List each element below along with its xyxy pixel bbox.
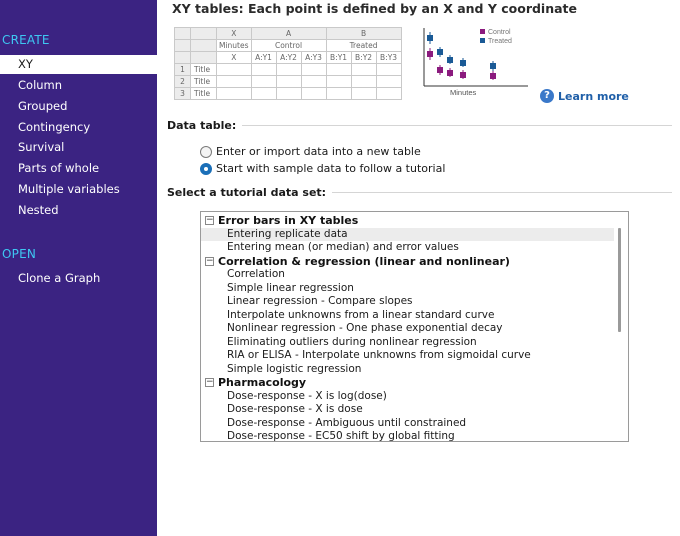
corner-cell [175,52,191,64]
tutorial-heading [167,186,672,199]
radio-new-table[interactable] [200,145,421,158]
column-letter: B [326,28,401,40]
corner-cell [191,40,217,52]
learn-more-link[interactable] [540,89,629,103]
radio-sample-data[interactable] [200,162,445,175]
table-preview [174,27,402,100]
row-number: 3 [175,88,191,100]
corner-cell [191,52,217,64]
list-item[interactable]: Entering replicate data [201,228,614,242]
learn-more-label: Learn more [558,89,629,103]
sub-header: X [217,52,252,64]
sidebar-item-contingency[interactable]: Contingency [18,120,91,134]
sidebar-item-grouped[interactable]: Grouped [18,99,68,113]
divider [332,192,672,193]
sidebar-item-nested[interactable]: Nested [18,203,59,217]
data-point [448,58,453,63]
page-title: XY tables: Each point is defined by an X and Y coordinate [172,1,578,16]
data-point [491,74,496,79]
sub-header: A:Y1 [251,52,276,64]
data-point [428,36,433,41]
group-name: Control [251,40,326,52]
collapse-icon[interactable]: − [206,215,214,226]
list-item[interactable]: Eliminating outliers during nonlinear regression [227,335,477,348]
list-item[interactable]: Nonlinear regression - One phase exponential decay [227,322,503,334]
group-name: Minutes [217,40,252,52]
group-name: Treated [326,40,401,52]
list-item[interactable]: Dose-response - Ambiguous until constrained [227,416,467,429]
group-label: Error bars in XY tables [218,214,359,228]
data-point [461,61,466,66]
data-point [438,68,443,73]
list-item[interactable]: Interpolate unknowns from a linear standard curve [227,308,495,321]
column-letter: X [217,28,252,40]
group-label: Correlation & regression (linear and nonlinear) [218,254,510,268]
corner-cell [175,28,191,40]
row-title: Title [191,76,217,88]
data-point [491,64,496,69]
divider [242,125,672,126]
tree-group-pharmacology[interactable] [205,376,306,390]
corner-cell [175,40,191,52]
list-item[interactable]: RIA or ELISA - Interpolate unknowns from sigmoidal curve [227,349,531,361]
radio-label: Enter or import data into a new table [216,145,421,158]
list-item[interactable]: Dose-response - X is log(dose) [227,389,387,402]
sidebar [0,0,157,536]
series-treated [428,32,496,71]
tutorial-list[interactable] [200,211,629,442]
radio-label: Start with sample data to follow a tutorial [216,162,446,175]
sub-header: A:Y2 [276,52,301,64]
sidebar-item-survival[interactable]: Survival [18,140,65,154]
collapse-icon[interactable]: − [206,377,214,388]
legend-label-control: Control [488,29,511,36]
data-point [461,73,466,78]
row-title: Title [191,88,217,100]
sidebar-item-parts-of-whole[interactable]: Parts of whole [18,161,100,175]
sub-header: B:Y2 [351,52,376,64]
sidebar-item-column[interactable]: Column [18,78,63,92]
table-row [175,64,402,76]
radio-button[interactable] [200,163,212,175]
data-point [428,52,433,57]
tree-group-correlation-regression[interactable] [205,255,510,269]
sub-header: B:Y1 [326,52,351,64]
tree-group-error-bars[interactable] [205,214,358,228]
open-heading: OPEN [2,247,37,261]
sub-header: B:Y3 [376,52,401,64]
row-number: 2 [175,76,191,88]
column-letter: A [251,28,326,40]
legend-swatch-control [480,29,485,34]
scrollbar-thumb[interactable] [618,228,621,332]
section-title: Select a tutorial data set: [167,186,327,199]
graph-preview [418,26,538,98]
legend-swatch-treated [480,38,485,43]
data-table-heading [167,119,672,132]
sidebar-item-clone-a-graph[interactable]: Clone a Graph [18,271,101,285]
list-item[interactable]: Entering mean (or median) and error values [227,241,459,253]
table-row [175,88,402,100]
row-number: 1 [175,64,191,76]
sidebar-item-multiple-variables[interactable]: Multiple variables [18,182,120,196]
list-item[interactable]: Dose-response - EC50 shift by global fitting [227,430,455,442]
sub-header: A:Y3 [301,52,326,64]
table-row [175,76,402,88]
legend-label-treated: Treated [488,38,512,45]
list-item[interactable]: Dose-response - X is dose [227,403,363,415]
help-icon: ? [540,89,554,103]
corner-cell [191,28,217,40]
section-title: Data table: [167,119,237,132]
radio-button[interactable] [200,146,212,158]
group-label: Pharmacology [218,376,307,390]
collapse-icon[interactable]: − [206,255,214,266]
list-item[interactable]: Simple logistic regression [227,362,362,375]
x-axis-label: Minutes [450,88,477,97]
list-item[interactable]: Correlation [227,268,285,280]
data-point [438,50,443,55]
sidebar-item-xy[interactable]: XY [0,55,157,74]
row-title: Title [191,64,217,76]
data-point [448,71,453,76]
list-item[interactable]: Simple linear regression [227,281,354,294]
create-heading: CREATE [2,33,50,47]
list-item[interactable]: Linear regression - Compare slopes [227,295,413,307]
